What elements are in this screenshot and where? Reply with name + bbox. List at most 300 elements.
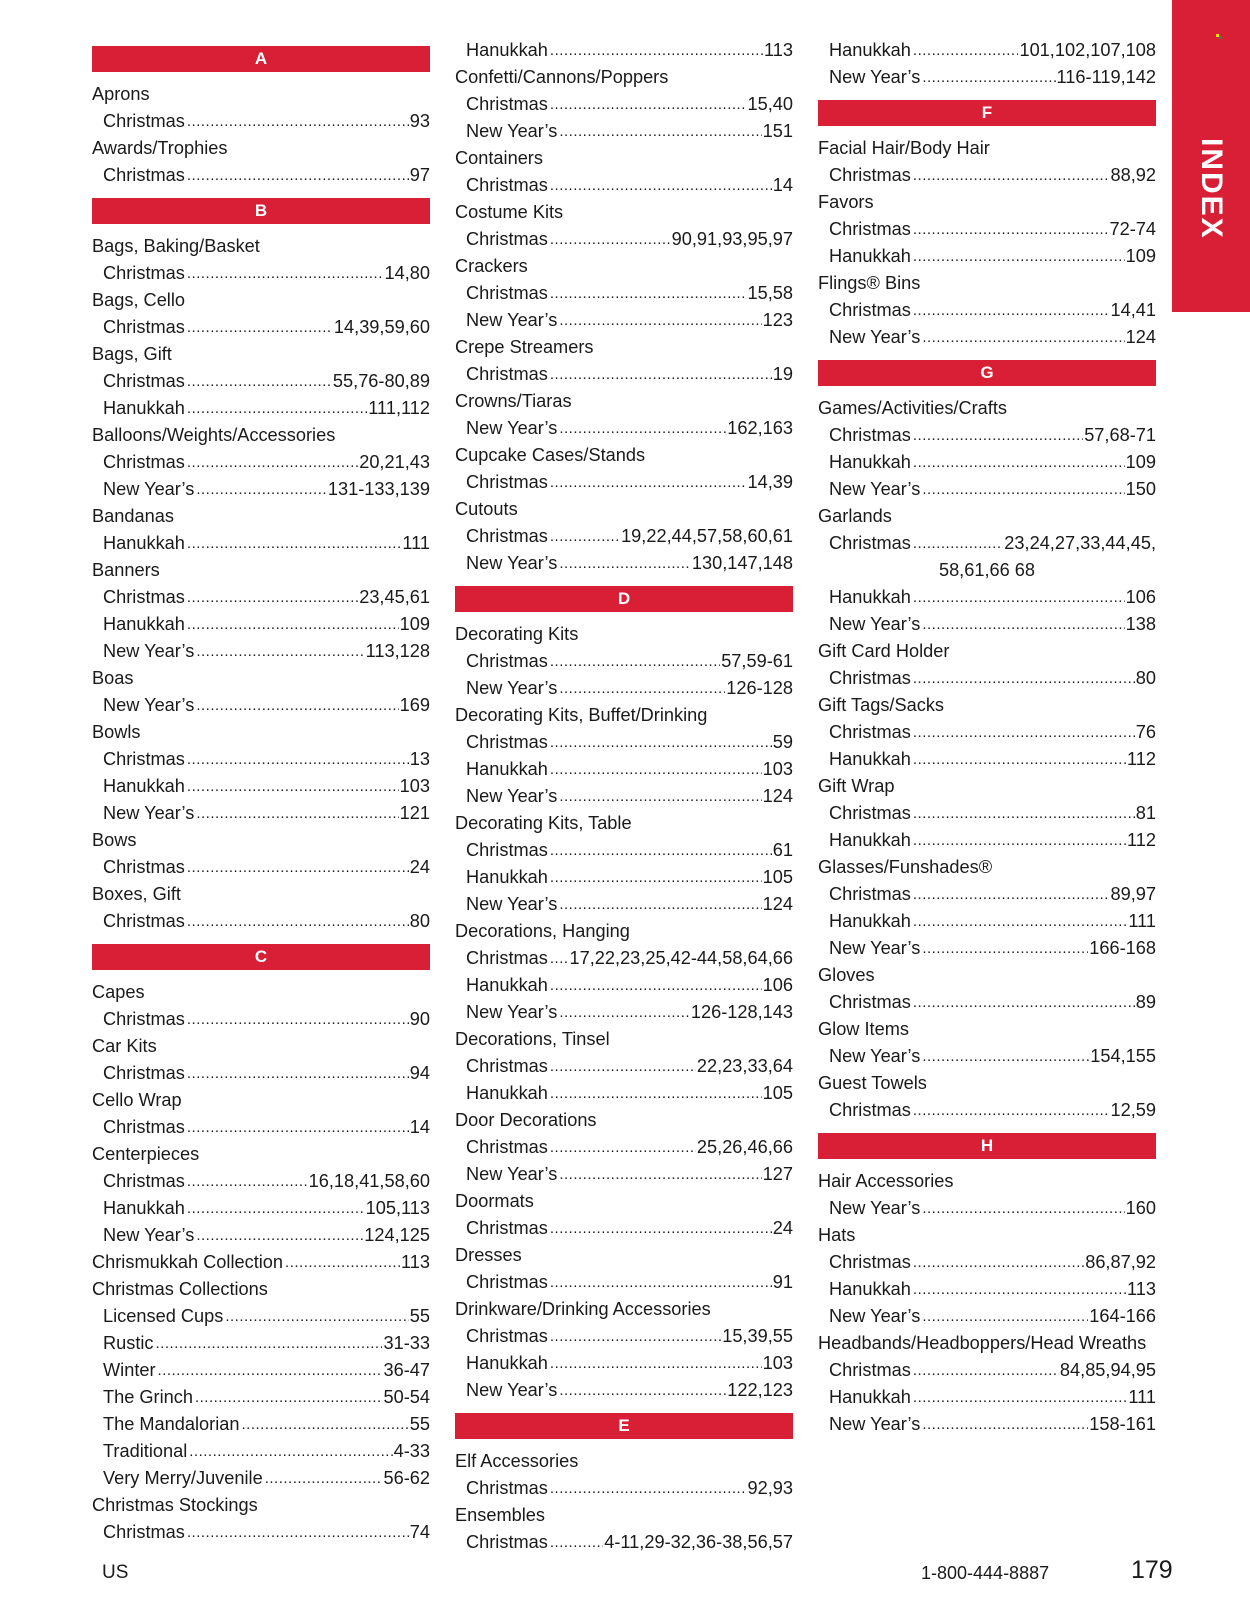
entry-page-numbers: 111 [1128, 911, 1156, 931]
index-entry-heading: Bows [92, 830, 137, 850]
dot-leader [187, 1060, 409, 1087]
dot-leader [225, 1303, 408, 1330]
dot-leader [913, 665, 1135, 692]
index-subentry [818, 584, 1156, 611]
index-subentry [455, 729, 793, 756]
entry-page-numbers: 80 [1135, 668, 1156, 688]
entry-label: Christmas [829, 884, 911, 904]
section-letter-header: G [818, 360, 1156, 386]
dot-leader [913, 37, 1019, 64]
entry-page-numbers: 50-54 [383, 1387, 430, 1407]
dot-leader [550, 1269, 772, 1296]
index-subentry [92, 530, 430, 557]
entry-page-numbers: 113,128 [365, 641, 430, 661]
entry-label: Very Merry/Juvenile [103, 1468, 263, 1488]
dot-leader [550, 1323, 721, 1350]
dot-leader [187, 611, 399, 638]
entry-label: Christmas [103, 587, 185, 607]
index-entry-heading: Gift Card Holder [818, 641, 950, 661]
footer-phone: 1-800-444-8887 [921, 1563, 1050, 1583]
index-entry-heading: Ensembles [455, 1505, 545, 1525]
entry-page-numbers: 109 [1125, 452, 1156, 472]
index-entry-heading: Bandanas [92, 506, 174, 526]
dot-leader [187, 368, 332, 395]
entry-label: Christmas [466, 1326, 548, 1346]
entry-label: Hanukkah [829, 830, 911, 850]
entry-page-numbers: 86,87,92 [1085, 1252, 1156, 1272]
index-subentry [818, 908, 1156, 935]
index-subentry [92, 162, 430, 189]
index-subentry [92, 1330, 430, 1357]
index-subentry [92, 476, 430, 503]
dot-leader [913, 584, 1125, 611]
index-entry-heading: Drinkware/Drinking Accessories [455, 1299, 711, 1319]
dot-leader [550, 972, 762, 999]
index-subentry [455, 1350, 793, 1377]
entry-label: Hanukkah [829, 40, 911, 60]
index-subentry [92, 800, 430, 827]
entry-page-numbers: 72-74 [1109, 219, 1156, 239]
section-letter-header: A [92, 46, 430, 72]
dot-leader [550, 1053, 696, 1080]
index-subentry [92, 908, 430, 935]
index-subentry [92, 1168, 430, 1195]
entry-page-numbers: 124 [762, 894, 793, 914]
index-entry-heading: Hats [818, 1225, 856, 1245]
dot-leader [913, 1357, 1059, 1384]
dot-leader [913, 297, 1110, 324]
index-subentry [455, 361, 793, 388]
entry-label: Christmas [466, 1137, 548, 1157]
entry-label: New Year’s [829, 1198, 921, 1218]
index-entry-heading: Dresses [455, 1245, 522, 1265]
entry-label: Hanukkah [466, 975, 548, 995]
entry-label: Christmas [466, 1056, 548, 1076]
dot-leader [559, 307, 761, 334]
dot-leader [922, 935, 1088, 962]
entry-page-numbers: 138 [1125, 614, 1156, 634]
entry-page-numbers: 92,93 [747, 1478, 793, 1498]
index-entry-heading: Gift Tags/Sacks [818, 695, 945, 715]
entry-label: Christmas [829, 803, 911, 823]
index-subentry [455, 675, 793, 702]
dot-leader [195, 1384, 383, 1411]
entry-label: Christmas [829, 722, 911, 742]
entry-label: Hanukkah [466, 759, 548, 779]
dot-leader [196, 638, 364, 665]
index-subentry [92, 854, 430, 881]
index-subentry [92, 1060, 430, 1087]
entry-page-numbers: 103 [762, 759, 793, 779]
entry-label: Christmas [829, 425, 911, 445]
entry-label: New Year’s [466, 553, 558, 573]
entry-page-numbers: 4-33 [393, 1441, 430, 1461]
index-entry-heading: Decorations, Hanging [455, 921, 630, 941]
entry-label: New Year’s [466, 1002, 558, 1022]
entry-label: Christmas [466, 94, 548, 114]
dot-leader [913, 530, 1003, 557]
index-subentry [455, 523, 793, 550]
entry-label: Hanukkah [829, 749, 911, 769]
dot-leader [559, 999, 690, 1026]
entry-label: New Year’s [466, 418, 558, 438]
index-subentry [455, 469, 793, 496]
entry-page-numbers: 106 [1125, 587, 1156, 607]
index-subentry [818, 746, 1156, 773]
index-subentry [818, 162, 1156, 189]
index-entry-heading: Bags, Cello [92, 290, 186, 310]
dot-leader [559, 1377, 726, 1404]
dot-leader [922, 476, 1124, 503]
dot-leader [913, 800, 1135, 827]
entry-page-numbers: 158-161 [1089, 1414, 1156, 1434]
entry-label: New Year’s [466, 678, 558, 698]
dot-leader [187, 1168, 308, 1195]
index-subentry [455, 37, 793, 64]
index-subentry [455, 91, 793, 118]
dot-leader [550, 523, 620, 550]
entry-label: Christmas [829, 1252, 911, 1272]
dot-leader [913, 243, 1125, 270]
entry-label: Hanukkah [466, 1353, 548, 1373]
index-subentry [455, 307, 793, 334]
dot-leader [550, 1350, 762, 1377]
index-entry-heading: Banners [92, 560, 160, 580]
dot-leader [187, 530, 401, 557]
entry-label: The Grinch [103, 1387, 193, 1407]
index-subentry [455, 1215, 793, 1242]
dot-leader [922, 324, 1124, 351]
index-subentry [92, 1519, 430, 1546]
index-entry-heading: Costume Kits [455, 202, 564, 222]
dot-leader [559, 1161, 761, 1188]
entry-label: Hanukkah [103, 398, 185, 418]
entry-label: Christmas [466, 732, 548, 752]
entry-label: Christmas [103, 317, 185, 337]
entry-label: Christmas [466, 948, 548, 968]
entry-page-numbers: 4-11,29-32,36-38,56,57 [604, 1532, 793, 1552]
dot-leader [550, 1215, 772, 1242]
entry-label: New Year’s [829, 67, 921, 87]
index-entry-heading: Crackers [455, 256, 528, 276]
index-subentry [455, 550, 793, 577]
dot-leader [922, 64, 1055, 91]
index-subentry [92, 314, 430, 341]
index-subentry [92, 395, 430, 422]
index-subentry [92, 1114, 430, 1141]
entry-label: Chrismukkah Collection [92, 1252, 284, 1272]
index-subentry [92, 773, 430, 800]
dot-leader [922, 611, 1124, 638]
index-subentry [92, 1411, 430, 1438]
entry-page-numbers: 76 [1135, 722, 1156, 742]
entry-page-numbers: 164-166 [1089, 1306, 1156, 1326]
entry-label: Christmas [466, 840, 548, 860]
entry-page-numbers: 16,18,41,58,60 [308, 1171, 430, 1191]
entry-label: Christmas [103, 165, 185, 185]
entry-page-numbers: 111 [402, 533, 430, 553]
index-entry-heading: Bags, Baking/Basket [92, 236, 260, 256]
index-entry-heading: Boas [92, 668, 134, 688]
index-subentry [455, 1080, 793, 1107]
entry-label: Christmas [103, 263, 185, 283]
entry-page-numbers: 55 [409, 1414, 430, 1434]
dot-leader [913, 1249, 1084, 1276]
dot-leader [559, 415, 726, 442]
index-subentry [455, 172, 793, 199]
dot-leader [913, 422, 1083, 449]
entry-label: Christmas [103, 1063, 185, 1083]
index-subentry [92, 449, 430, 476]
dot-leader [922, 1043, 1089, 1070]
dot-leader [922, 1195, 1124, 1222]
entry-page-numbers: 57,59-61 [721, 651, 793, 671]
dot-leader [559, 118, 761, 145]
entry-page-numbers: 23,45,61 [359, 587, 430, 607]
entry-label: New Year’s [466, 1164, 558, 1184]
entry-page-numbers: 55,76-80,89 [332, 371, 430, 391]
index-subentry [455, 972, 793, 999]
entry-label: New Year’s [466, 121, 558, 141]
index-entry-heading: Christmas Collections [92, 1279, 268, 1299]
entry-label: Christmas [829, 992, 911, 1012]
index-tab-label: INDEX [1195, 138, 1228, 240]
entry-label: New Year’s [103, 803, 195, 823]
entry-label: Christmas [103, 1522, 185, 1542]
entry-label: Hanukkah [829, 911, 911, 931]
entry-page-numbers: 15,40 [747, 94, 793, 114]
entry-label: Hanukkah [103, 614, 185, 634]
dot-leader [559, 550, 691, 577]
dot-leader [550, 226, 671, 253]
dot-leader [187, 162, 409, 189]
dot-leader [922, 1303, 1088, 1330]
entry-page-numbers: 109 [1125, 246, 1156, 266]
index-column-1 [92, 37, 430, 1546]
entry-label: Christmas [466, 175, 548, 195]
index-entry-heading: Awards/Trophies [92, 138, 228, 158]
entry-label: New Year’s [466, 1380, 558, 1400]
index-entry-heading: Garlands [818, 506, 892, 526]
index-subentry [818, 1043, 1156, 1070]
dot-leader [550, 172, 772, 199]
entry-page-numbers: 124 [1125, 327, 1156, 347]
page-number: 179 [1131, 1556, 1173, 1584]
index-subentry [455, 756, 793, 783]
entry-page-numbers: 112 [1127, 830, 1156, 850]
entry-page-numbers: 162,163 [727, 418, 793, 438]
index-subentry [818, 297, 1156, 324]
index-subentry [455, 1269, 793, 1296]
entry-label: Christmas [103, 371, 185, 391]
dot-leader [922, 1411, 1088, 1438]
index-entry-heading: Decorating Kits, Buffet/Drinking [455, 705, 708, 725]
dot-leader [187, 260, 384, 287]
entry-page-numbers: 111 [1128, 1387, 1156, 1407]
entry-label: Hanukkah [466, 40, 548, 60]
entry-page-numbers: 20,21,43 [359, 452, 430, 472]
index-subentry [818, 881, 1156, 908]
entry-page-numbers: 151 [762, 121, 793, 141]
index-entry-heading: Bowls [92, 722, 141, 742]
index-subentry [818, 1097, 1156, 1124]
entry-label: Christmas [466, 1478, 548, 1498]
entry-label: Christmas [466, 1272, 548, 1292]
dot-leader [187, 1114, 409, 1141]
entry-page-numbers: 116-119,142 [1056, 67, 1156, 87]
index-entry-heading: Confetti/Cannons/Poppers [455, 67, 669, 87]
entry-label: Hanukkah [829, 1387, 911, 1407]
entry-page-numbers: 97 [409, 165, 430, 185]
index-entry-heading: Cupcake Cases/Stands [455, 445, 646, 465]
index-subentry [455, 891, 793, 918]
dot-leader [196, 692, 398, 719]
entry-label: Traditional [103, 1441, 188, 1461]
entry-page-numbers: 81 [1135, 803, 1156, 823]
index-subentry [455, 118, 793, 145]
entry-page-numbers: 55 [409, 1306, 430, 1326]
index-entry-heading: Centerpieces [92, 1144, 200, 1164]
dot-leader [550, 756, 762, 783]
index-subentry [455, 1134, 793, 1161]
index-entry-heading: Car Kits [92, 1036, 157, 1056]
dot-leader [913, 881, 1110, 908]
index-subentry [92, 368, 430, 395]
dot-leader [285, 1249, 400, 1276]
entry-label: Hanukkah [103, 776, 185, 796]
dot-leader [196, 1222, 363, 1249]
dot-leader [187, 854, 409, 881]
entry-label: New Year’s [466, 894, 558, 914]
index-entry-heading: Flings® Bins [818, 273, 921, 293]
dot-leader [196, 476, 327, 503]
index-entry-heading: Cutouts [455, 499, 518, 519]
entry-page-numbers: 88,92 [1110, 165, 1156, 185]
entry-label: Rustic [103, 1333, 154, 1353]
index-subentry [92, 692, 430, 719]
index-subentry [455, 1377, 793, 1404]
entry-page-numbers: 36-47 [383, 1360, 430, 1380]
index-subentry [818, 530, 1156, 557]
dot-leader [242, 1411, 409, 1438]
entry-label: Christmas [466, 651, 548, 671]
entry-label: New Year’s [829, 1046, 921, 1066]
index-entry-continuation: 58,61,66 68 [938, 560, 1036, 580]
dot-leader [189, 1438, 392, 1465]
entry-label: Christmas [829, 533, 911, 553]
index-subentry [455, 415, 793, 442]
entry-page-numbers: 15,39,55 [722, 1326, 793, 1346]
entry-label: New Year’s [829, 614, 921, 634]
entry-label: Winter [103, 1360, 156, 1380]
entry-label: New Year’s [829, 327, 921, 347]
index-subentry [818, 324, 1156, 351]
entry-page-numbers: 14 [409, 1117, 430, 1137]
index-entry-heading: Capes [92, 982, 145, 1002]
entry-label: Hanukkah [829, 452, 911, 472]
dot-leader [550, 729, 772, 756]
entry-page-numbers: 93 [409, 111, 430, 131]
dot-leader [550, 91, 747, 118]
dot-leader [550, 1529, 603, 1556]
entry-page-numbers: 131-133,139 [327, 479, 430, 499]
entry-label: Hanukkah [466, 1083, 548, 1103]
entry-label: Christmas [103, 1117, 185, 1137]
index-subentry [455, 783, 793, 810]
entry-label: Christmas [103, 1171, 185, 1191]
dot-leader [550, 864, 762, 891]
dot-leader [913, 908, 1127, 935]
index-subentry [818, 719, 1156, 746]
index-entry-heading: Guest Towels [818, 1073, 927, 1093]
entry-page-numbers: 101,102,107,108 [1019, 40, 1156, 60]
index-column-2 [455, 37, 793, 1556]
entry-page-numbers: 59 [772, 732, 793, 752]
index-subentry [92, 1303, 430, 1330]
index-entry-heading: Boxes, Gift [92, 884, 181, 904]
entry-label: Christmas [466, 526, 548, 546]
entry-page-numbers: 123 [762, 310, 793, 330]
entry-label: Christmas [103, 111, 185, 131]
entry-label: New Year’s [103, 695, 195, 715]
entry-page-numbers: 126-128,143 [690, 1002, 793, 1022]
index-subentry [92, 1006, 430, 1033]
entry-label: Hanukkah [829, 587, 911, 607]
index-subentry [818, 1195, 1156, 1222]
entry-label: New Year’s [466, 310, 558, 330]
index-subentry [818, 1357, 1156, 1384]
index-subentry [92, 746, 430, 773]
index-entry-heading: Games/Activities/Crafts [818, 398, 1007, 418]
dot-leader [187, 108, 409, 135]
dot-leader [187, 1195, 365, 1222]
entry-page-numbers: 23,24,27,33,44,45, [1004, 533, 1156, 553]
entry-page-numbers: 105 [762, 1083, 793, 1103]
index-subentry [818, 1276, 1156, 1303]
entry-label: Christmas [829, 300, 911, 320]
entry-label: Christmas [829, 219, 911, 239]
dot-leader [187, 449, 358, 476]
entry-label: New Year’s [103, 479, 195, 499]
index-subentry [92, 1222, 430, 1249]
index-entry-heading: Gloves [818, 965, 875, 985]
index-subentry [92, 1438, 430, 1465]
dot-leader [187, 746, 409, 773]
index-subentry [92, 638, 430, 665]
entry-page-numbers: 105,113 [365, 1198, 430, 1218]
footer-region: US [102, 1562, 129, 1583]
index-entry-heading: Elf Accessories [455, 1451, 579, 1471]
entry-page-numbers: 124,125 [364, 1225, 430, 1245]
entry-label: Christmas [103, 911, 185, 931]
dot-leader [550, 1475, 747, 1502]
entry-page-numbers: 169 [399, 695, 430, 715]
entry-page-numbers: 89,97 [1110, 884, 1156, 904]
index-entry-heading: Decorating Kits [455, 624, 579, 644]
index-subentry [818, 216, 1156, 243]
entry-page-numbers: 111,112 [368, 398, 430, 418]
entry-page-numbers: 17,22,23,25,42-44,58,64,66 [569, 948, 793, 968]
index-column-3 [818, 37, 1156, 1438]
entry-label: Christmas [466, 472, 548, 492]
entry-label: Christmas [466, 364, 548, 384]
dot-leader [550, 37, 763, 64]
entry-label: New Year’s [829, 1414, 921, 1434]
dot-leader [156, 1330, 383, 1357]
entry-page-numbers: 57,68-71 [1084, 425, 1156, 445]
dot-leader [550, 648, 720, 675]
dot-leader [913, 449, 1125, 476]
